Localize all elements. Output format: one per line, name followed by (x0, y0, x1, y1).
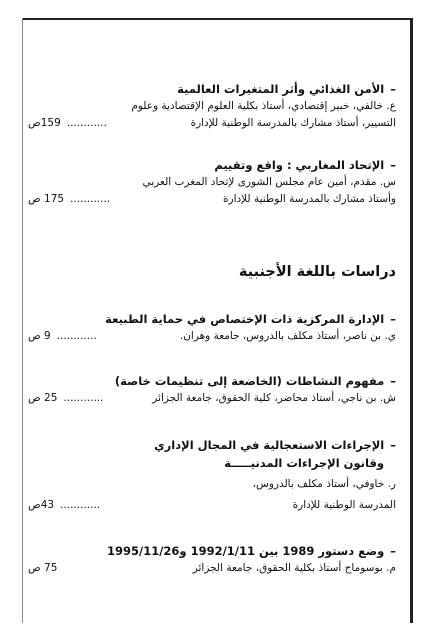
section-heading: دراسات باللغة الأجنبية (238, 264, 396, 280)
entry-author-line: ش. بن ناجي، أستاذ محاضر، كلية الحقوق، جامعة الجزائر ............25 ص (28, 390, 396, 407)
dash-marker: – (390, 82, 396, 96)
page-reference: ............25 ص (28, 392, 104, 404)
dash-marker: – (390, 438, 396, 452)
toc-entry (28, 156, 396, 208)
entry-title: –الإتحاد المغاربي : واقع وتقييم (214, 158, 396, 172)
entry-author-line: ع. خالفي، خبير إقتصادي، أستاذ بكلية العلوم الإقتصادية وعلوم (131, 100, 396, 112)
entry-title: –الأمن الغذائي وأثر المتغيرات العالمية (177, 82, 396, 96)
page-reference: ............43ص (28, 499, 101, 511)
page-border-left (22, 18, 23, 623)
entry-title: –مفهوم النشاطات (الخاضعة إلى تنظيمات خاصة) (114, 374, 396, 388)
entry-title: –وضع دستور 1989 بين 1992/1/11 و1995/11/26 (107, 544, 396, 558)
dash-marker: – (390, 158, 396, 172)
entry-title: –الإدارة المركزية ذات الإختصاص في حماية الطبيعة (105, 312, 396, 326)
dash-marker: – (390, 544, 396, 558)
page-reference: ............175 ص (28, 193, 111, 205)
page-reference: ............9 ص (28, 330, 97, 342)
entry-author-line: المدرسة الوطنية للإدارة ............43ص (28, 497, 396, 514)
toc-entry (28, 372, 396, 407)
entry-author-line: ر. خاوفي، أستاذ مكلف بالدروس، (252, 478, 396, 490)
toc-entry (28, 436, 396, 514)
entry-author-line: م. بوسوماح أستاذ بكلية الحقوق، جامعة الجزائر 75 ص (28, 560, 396, 577)
page-border-right (410, 18, 413, 623)
toc-entry (28, 310, 396, 345)
entry-title: –الإجراءات الاستعجالية في المجال الإداري (154, 438, 396, 452)
entry-author-line: التسيير، أستاذ مشارك بالمدرسة الوطنية للإدارة ............159ص (28, 115, 396, 132)
toc-entry (28, 80, 396, 132)
table-of-contents (28, 20, 396, 620)
dash-marker: – (390, 374, 396, 388)
toc-entry (28, 542, 396, 577)
entry-author-line: وأستاذ مشارك بالمدرسة الوطنية للإدارة ............175 ص (28, 191, 396, 208)
entry-author-line: س. مقدم، أمين عام مجلس الشورى لإتحاد المغرب العربي (142, 176, 396, 188)
page-reference: 75 ص (28, 562, 58, 574)
page-reference: ............159ص (28, 117, 107, 129)
entry-author-line: ي. بن ناصر، أستاذ مكلف بالدروس، جامعة وهران. ............9 ص (28, 328, 396, 345)
dash-marker: – (390, 312, 396, 326)
entry-title-continued: وقانون الإجراءات المدنيـــــة (224, 456, 384, 470)
